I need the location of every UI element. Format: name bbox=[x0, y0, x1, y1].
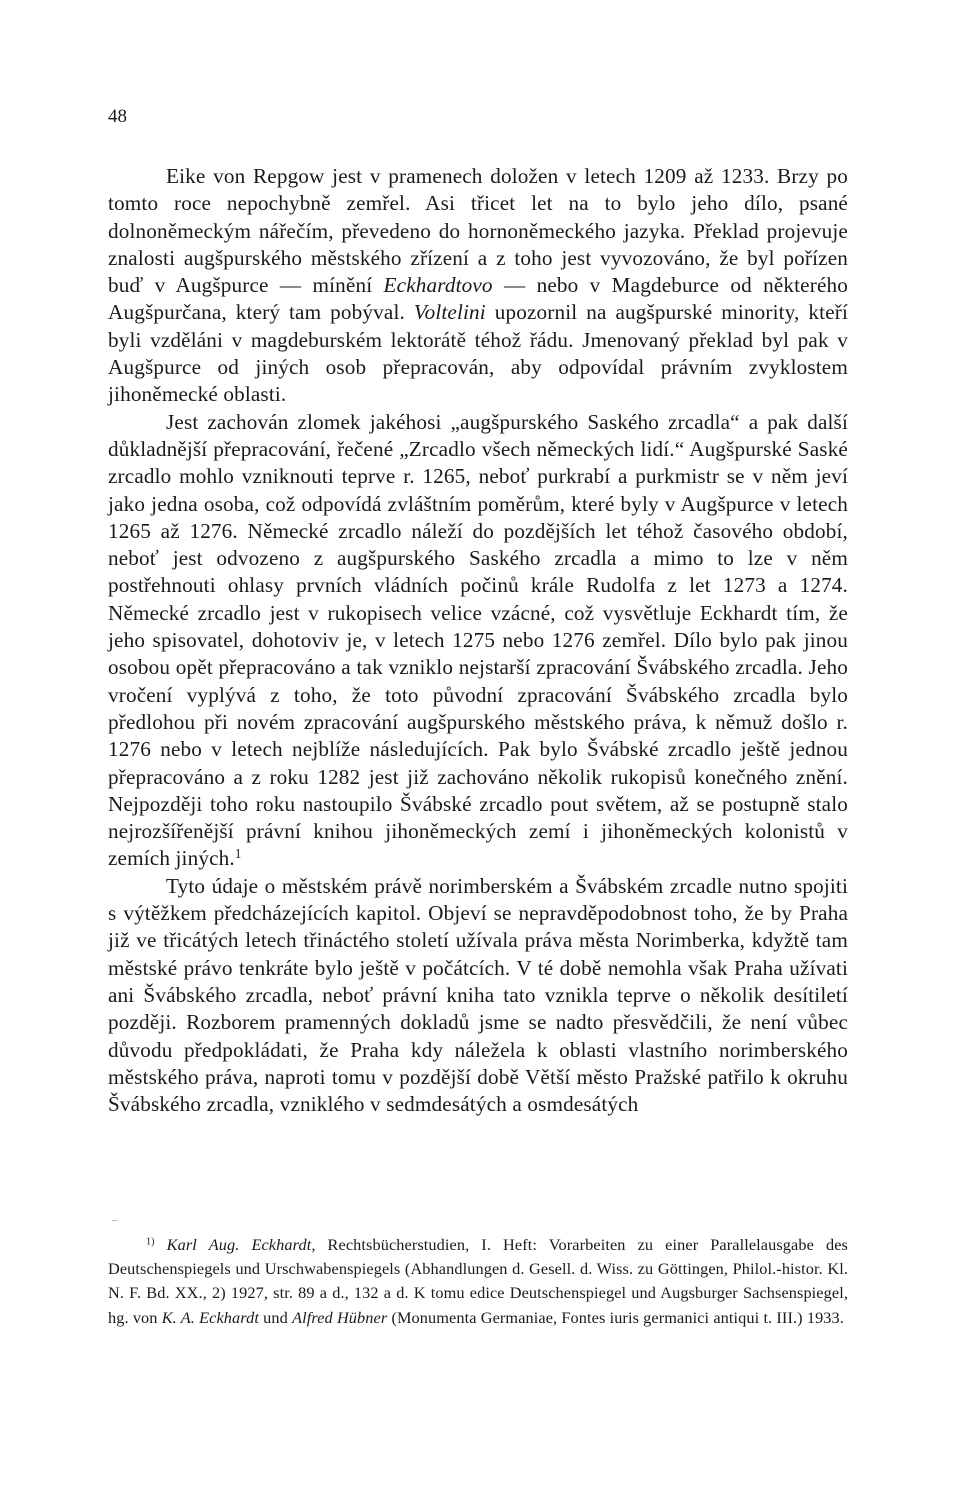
footnote-reference: 1 bbox=[234, 846, 242, 862]
page-number: 48 bbox=[108, 106, 127, 127]
footnote-separator bbox=[112, 1220, 118, 1221]
italic-name: Voltelini bbox=[413, 300, 486, 325]
footnote-author: Karl Aug. Eckhardt, bbox=[166, 1235, 316, 1254]
footnote-editor-1: K. A. Eckhardt bbox=[161, 1307, 259, 1327]
footnotes bbox=[108, 1233, 848, 1330]
footnote-und: und bbox=[263, 1307, 288, 1327]
main-text bbox=[108, 163, 848, 1118]
footnote-text-2: (Monumenta Germaniae, Fontes iuris germanici antiqui t. III.) 1933. bbox=[391, 1307, 844, 1327]
italic-name: Eckhardtovo bbox=[383, 273, 493, 298]
footnote-marker: 1) bbox=[146, 1236, 155, 1248]
footnote-editor-2: Alfred Hübner bbox=[292, 1307, 388, 1327]
footnote-text-1: Rechtsbücherstudien, I. Heft: Vorarbeiten zu einer Parallelausgabe des Deutschenspiegels und Urschwabenspiegels (Abhandlungen d. Gesell. d. Wiss. zu Göttingen, Philol.-histor. Kl. N. F. Bd. XX., 2) 1927, str. 89 a d., 132 a d. K tomu edice Deutschenspiegel und Augsburger Sachsenspiegel, hg. von bbox=[108, 1235, 848, 1327]
paragraph-3: Tyto údaje o městském právě norimberském a Švábském zrcadle nutno spojiti s výtěžkem předcházejících kapitol. Objeví se nepravděpodobnost toho, že by Praha již ve třicátých letech třináctého století užívala práva města Norimberka, kdyžtě tam městské právo tenkráte bylo ještě v počátcích. V té době nemohla však Praha užívati ani Švábského zrcadla, neboť právní kniha tato vznikla teprve o několik desítiletí později. Rozborem pramenných dokladů jsme se nadto přesvědčili, že není vůbec důvodu předpokládati, že Praha kdy náležela k oblasti vlastního norimberského městského práva, naproti tomu v pozdější době Větší město Pražské patřilo k okruhu Švábského zrcadla, vzniklého v sedmdesátých a osmdesátých bbox=[108, 873, 848, 1117]
paragraph-2: Jest zachován zlomek jakéhosi „augšpurského Saského zrcadla“ a pak další důkladnější přepracování, řečené „Zrcadlo všech německých lidí.“ Augšpurské Saské zrcadlo mohlo vzniknouti teprve r. 1265, neboť purkrabí a purkmistr se v něm jeví jako jedna osoba, což odpovídá zvláštním poměrům, které byly v Augšpurce v letech 1265 až 1276. Německé zrcadlo náleží do pozdějších let téhož časového období, neboť jest odvozeno z augšpurského Saského zrcadla a mimo to lze v něm postřehnouti ohlasy prvních vládních počinů krále Rudolfa z let 1273 a 1274. Německé zrcadlo jest v rukopisech velice vzácné, což vysvětluje Eckhardt tím, že jeho spisovatel, dohotoviv je, v letech 1275 nebo 1276 zemřel. Dílo bylo pak jinou osobou opět přepracováno a tak vzniklo nejstarší zpracování Švábského zrcadla. Jeho vročení vyplývá z toho, že toto původní zpracování Švábského zrcadla bylo předlohou při novém zpracování augšpurského městského práva, k němuž došlo r. 1276 nebo v letech nejblíže následujících. Pak bylo Švábské zrcadlo ještě jednou přepracováno a z roku 1282 jest již zachováno několik rukopisů konečného znění. Nejpozději toho roku nastoupilo Švábské zrcadlo pout světem, až se postupně stalo nejrozšířenější právní knihou jihoněmeckých zemí i jihoněmeckých kolonistů v zemích jiných.$^1$ bbox=[108, 409, 848, 871]
paragraph-1: Eike von Repgow jest v pramenech doložen v letech 1209 až 1233. Brzy po tomto roce nepochybně zemřel. Asi třicet let na to bylo jeho dílo, psané dolnoněmeckým nářečím, převedeno do hornoněmeckého jazyka. Překlad projevuje znalosti augšpurského městského zřízení a z toho jest vyvozováno, že byl pořízen buď v Augšpurce — mínění Eckhardtovo — nebo v Magdeburce od některého Augšpurčana, který tam pobýval. Voltelini upozornil na augšpurské minority, kteří byli vzděláni v magdeburském lektorátě téhož řádu. Jmenovaný překlad byl pak v Augšpurce od jiných osob přepracován, aby odpovídal právním zvyklostem jihoněmecké oblasti. bbox=[108, 164, 848, 407]
footnote-1 bbox=[108, 1233, 848, 1330]
